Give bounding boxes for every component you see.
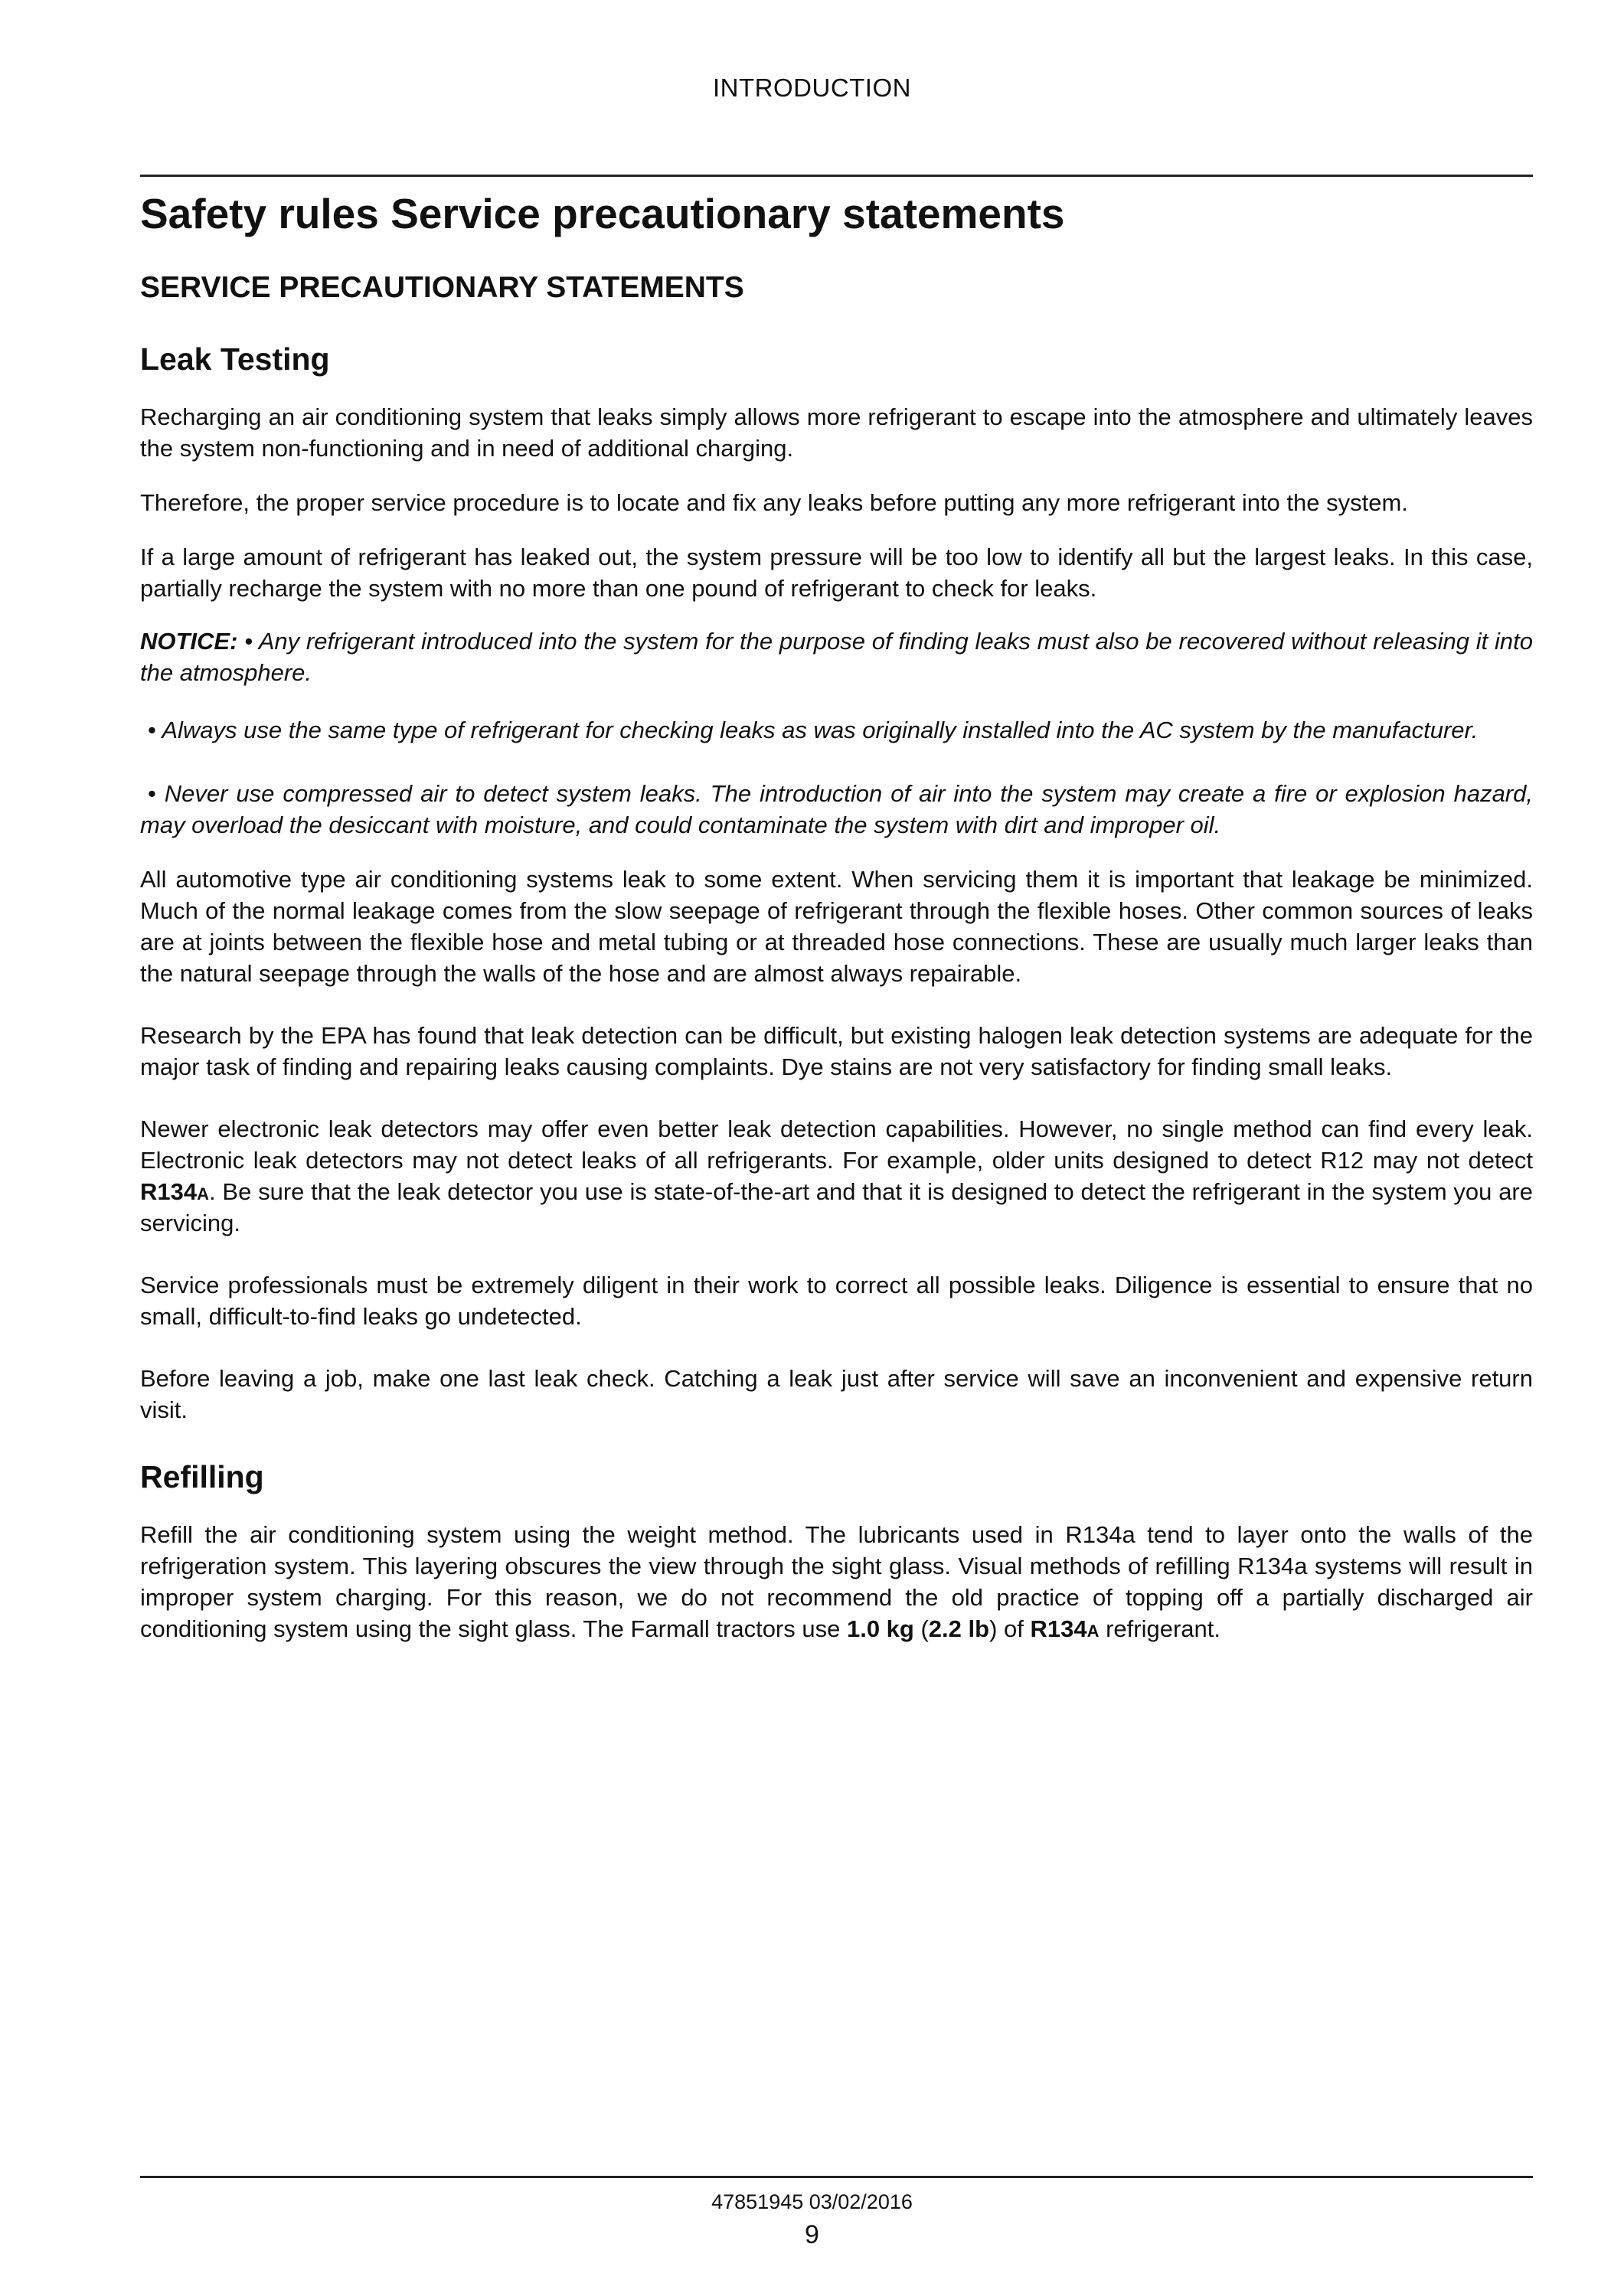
text-run: ( bbox=[913, 1615, 929, 1642]
leak-paragraph-8: Before leaving a job, make one last leak check. Catching a leak just after service will save an inconvenient and expensive return visit. bbox=[140, 1365, 1533, 1423]
leak-paragraph-4: All automotive type air conditioning systems leak to some extent. When servicing them it is important that leakage be minimized. Much of the normal leakage comes from the slow seepage of refrigerant through the flexible hoses. Other common sources of leaks are at joints between the flexible hose and metal tubing or at threaded hose connections. These are usually much larger leaks than the natural seepage through the walls of the hose and are almost always repairable. bbox=[140, 866, 1533, 987]
leak-testing-heading: Leak Testing bbox=[140, 341, 330, 377]
section-title: SERVICE PRECAUTIONARY STATEMENTS bbox=[140, 271, 744, 304]
bullet-item-same-refrigerant bbox=[140, 714, 1533, 746]
weight-lb: 2.2 lb bbox=[928, 1615, 990, 1642]
text-run: ) of bbox=[989, 1615, 1031, 1642]
text-run: refrigerant. bbox=[1099, 1615, 1220, 1642]
notice-paragraph bbox=[140, 625, 1533, 688]
refrigerant-term: R134a bbox=[140, 1178, 209, 1205]
page-content bbox=[140, 181, 1533, 1644]
text-run: Newer electronic leak detectors may offer even better leak detection capabilities. However, no single method can find every leak. Electronic leak detectors may not detect leaks of all refrigerants. For example, older units designed to detect R12 may not detect bbox=[140, 1115, 1533, 1174]
bullet-text: Always use the same type of refrigerant for checking leaks as was originally installed into the AC system by the manufacturer. bbox=[155, 717, 1479, 743]
notice-text: • Any refrigerant introduced into the system for the purpose of finding leaks must also be recovered without releasing it into the atmosphere. bbox=[140, 628, 1533, 686]
text-run: Refill the air conditioning system using the weight method. The lubricants used in R134a tend to layer onto the walls of the refrigeration system. This layering obscures the view through the sight glass. Visual methods of refilling R134a systems will result in improper system charging. For this reason, we do not recommend the old practice of topping off a partially discharged air conditioning system using the sight glass. The Farmall tractors use bbox=[140, 1521, 1533, 1642]
page-number: 9 bbox=[805, 2220, 819, 2249]
leak-paragraph-1: Recharging an air conditioning system that leaks simply allows more refrigerant to escape into the atmosphere and ultimately leaves the system non-functioning and in need of additional charging. bbox=[140, 403, 1533, 462]
leak-paragraph-2: Therefore, the proper service procedure is to locate and fix any leaks before putting any more refrigerant into the system. bbox=[140, 489, 1408, 516]
refilling-heading: Refilling bbox=[140, 1459, 264, 1494]
header-rule bbox=[140, 175, 1533, 177]
bullet-item-compressed-air bbox=[140, 778, 1533, 841]
page-title: Safety rules Service precautionary statements bbox=[140, 190, 1065, 237]
notice-label: NOTICE: bbox=[140, 628, 238, 655]
leak-paragraph-7: Service professionals must be extremely diligent in their work to correct all possible leaks. Diligence is essential to ensure that no small, difficult-to-find leaks go undetected. bbox=[140, 1272, 1533, 1330]
text-run: . Be sure that the leak detector you use is state-of-the-art and that it is designed to detect the refrigerant in the system you are servicing. bbox=[140, 1178, 1533, 1236]
refrigerant-term: R134a bbox=[1030, 1615, 1100, 1642]
running-head: INTRODUCTION bbox=[713, 73, 911, 102]
bullet-text: Never use compressed air to detect system leaks. The introduction of air into the system may create a fire or explosion hazard, may overload the desiccant with moisture, and could contaminate the system with dirt and improper oil. bbox=[140, 780, 1533, 838]
bullet-icon: • bbox=[148, 717, 156, 743]
leak-paragraph-5: Research by the EPA has found that leak detection can be difficult, but existing halogen leak detection systems are adequate for the major task of finding and repairing leaks causing complaints. Dye stains are not very satisfactory for finding small leaks. bbox=[140, 1022, 1533, 1080]
leak-paragraph-6 bbox=[140, 1113, 1533, 1239]
refilling-paragraph bbox=[140, 1519, 1533, 1644]
weight-kg: 1.0 kg bbox=[846, 1615, 914, 1642]
footer-rule bbox=[140, 2176, 1533, 2178]
leak-paragraph-3: If a large amount of refrigerant has leaked out, the system pressure will be too low to identify all but the largest leaks. In this case, partially recharge the system with no more than one pound of refrigerant to check for leaks. bbox=[140, 544, 1533, 602]
bullet-icon: • bbox=[148, 780, 156, 807]
document-code: 47851945 03/02/2016 bbox=[711, 2190, 913, 2213]
